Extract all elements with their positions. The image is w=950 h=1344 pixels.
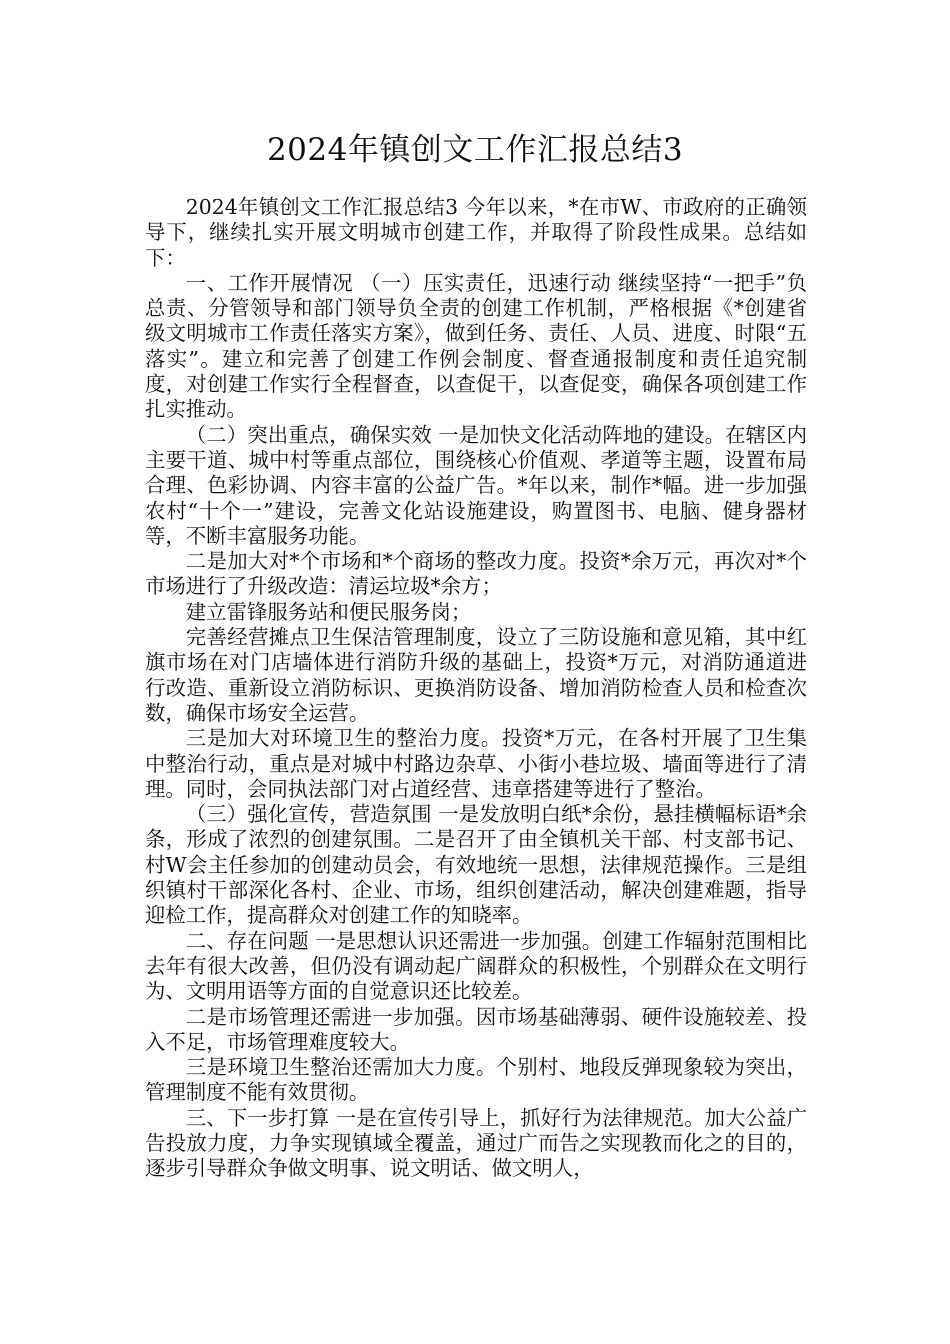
paragraph-intro: 2024年镇创文工作汇报总结3 今年以来，*在市W、市政府的正确领导下，继续扎实开展文明城市创建工作，并取得了阶段性成果。总结如下： (145, 195, 807, 270)
paragraph-market-management: 二是市场管理还需进一步加强。因市场基础薄弱、硬件设施较差、投入不足，市场管理难度较大。 (145, 1004, 807, 1054)
paragraph-hygiene-system: 完善经营摊点卫生保洁管理制度，设立了三防设施和意见箱，其中红旗市场在对门店墙体进行消防升级的基础上，投资*万元，对消防通道进行改造、重新设立消防标识、更换消防设备、增加消防检查人员和检查次数，确保市场安全运营。 (145, 625, 807, 725)
paragraph-service-station: 建立雷锋服务站和便民服务岗； (185, 599, 472, 624)
paragraph-problems: 二、存在问题 一是思想认识还需进一步加强。创建工作辐射范围相比去年有很大改善，但仍没有调动起广阔群众的积极性，个别群众在文明行为、文明用语等方面的自觉意识还比较差。 (145, 928, 807, 1004)
paragraph-work-status: 一、工作开展情况 （一）压实责任，迅速行动 继续坚持“一把手”负总责、分管领导和部门领导负全责的创建工作机制，严格根据《*创建省级文明城市工作责任落实方案》，做到任务、责任、人员、进度、时限“五落实”。建立和完善了创建工作例会制度、督查通报制度和责任追究制度，对创建工作实行全程督查，以查促干，以查促变，确保各项创建工作扎实推动。 (145, 270, 807, 422)
paragraph-key-points: （二）突出重点，确保实效 一是加快文化活动阵地的建设。在辖区内主要干道、城中村等重点部位，围绕核心价值观、孝道等主题，设置布局合理、色彩协调、内容丰富的公益广告。*年以来，制作*幅。进一步加强农村“十个一”建设，完善文化站设施建设，购置图书、电脑、健身器材等，不断丰富服务功能。 (145, 422, 807, 548)
document-body (145, 195, 807, 1182)
document-title: 2024年镇创文工作汇报总结3 (266, 132, 684, 168)
paragraph-market-rectification: 二是加大对*个市场和*个商场的整改力度。投资*余万元，再次对*个市场进行了升级改造：清运垃圾*余方； (145, 549, 807, 599)
paragraph-publicity: （三）强化宣传，营造氛围 一是发放明白纸*余份，悬挂横幅标语*余条，形成了浓烈的创建氛围。二是召开了由全镇机关干部、村支部书记、村W会主任参加的创建动员会，有效地统一思想，法律规范操作。三是组织镇村干部深化各村、企业、市场，组织创建活动，解决创建难题，指导迎检工作，提高群众对创建工作的知晓率。 (145, 802, 807, 928)
paragraph-environment: 三是加大对环境卫生的整治力度。投资*万元，在各村开展了卫生集中整治行动，重点是对城中村路边杂草、小街小巷垃圾、墙面等进行了清理。同时，会同执法部门对占道经营、违章搭建等进行了整治。 (145, 726, 807, 801)
paragraph-next-steps: 三、下一步打算 一是在宣传引导上，抓好行为法律规范。加大公益广告投放力度，力争实现镇域全覆盖，通过广而告之实现教而化之的目的，逐步引导群众争做文明事、说文明话、做文明人， (145, 1105, 807, 1181)
paragraph-environment-problem: 三是环境卫生整治还需加大力度。个别村、地段反弹现象较为突出，管理制度不能有效贯彻。 (145, 1055, 807, 1105)
